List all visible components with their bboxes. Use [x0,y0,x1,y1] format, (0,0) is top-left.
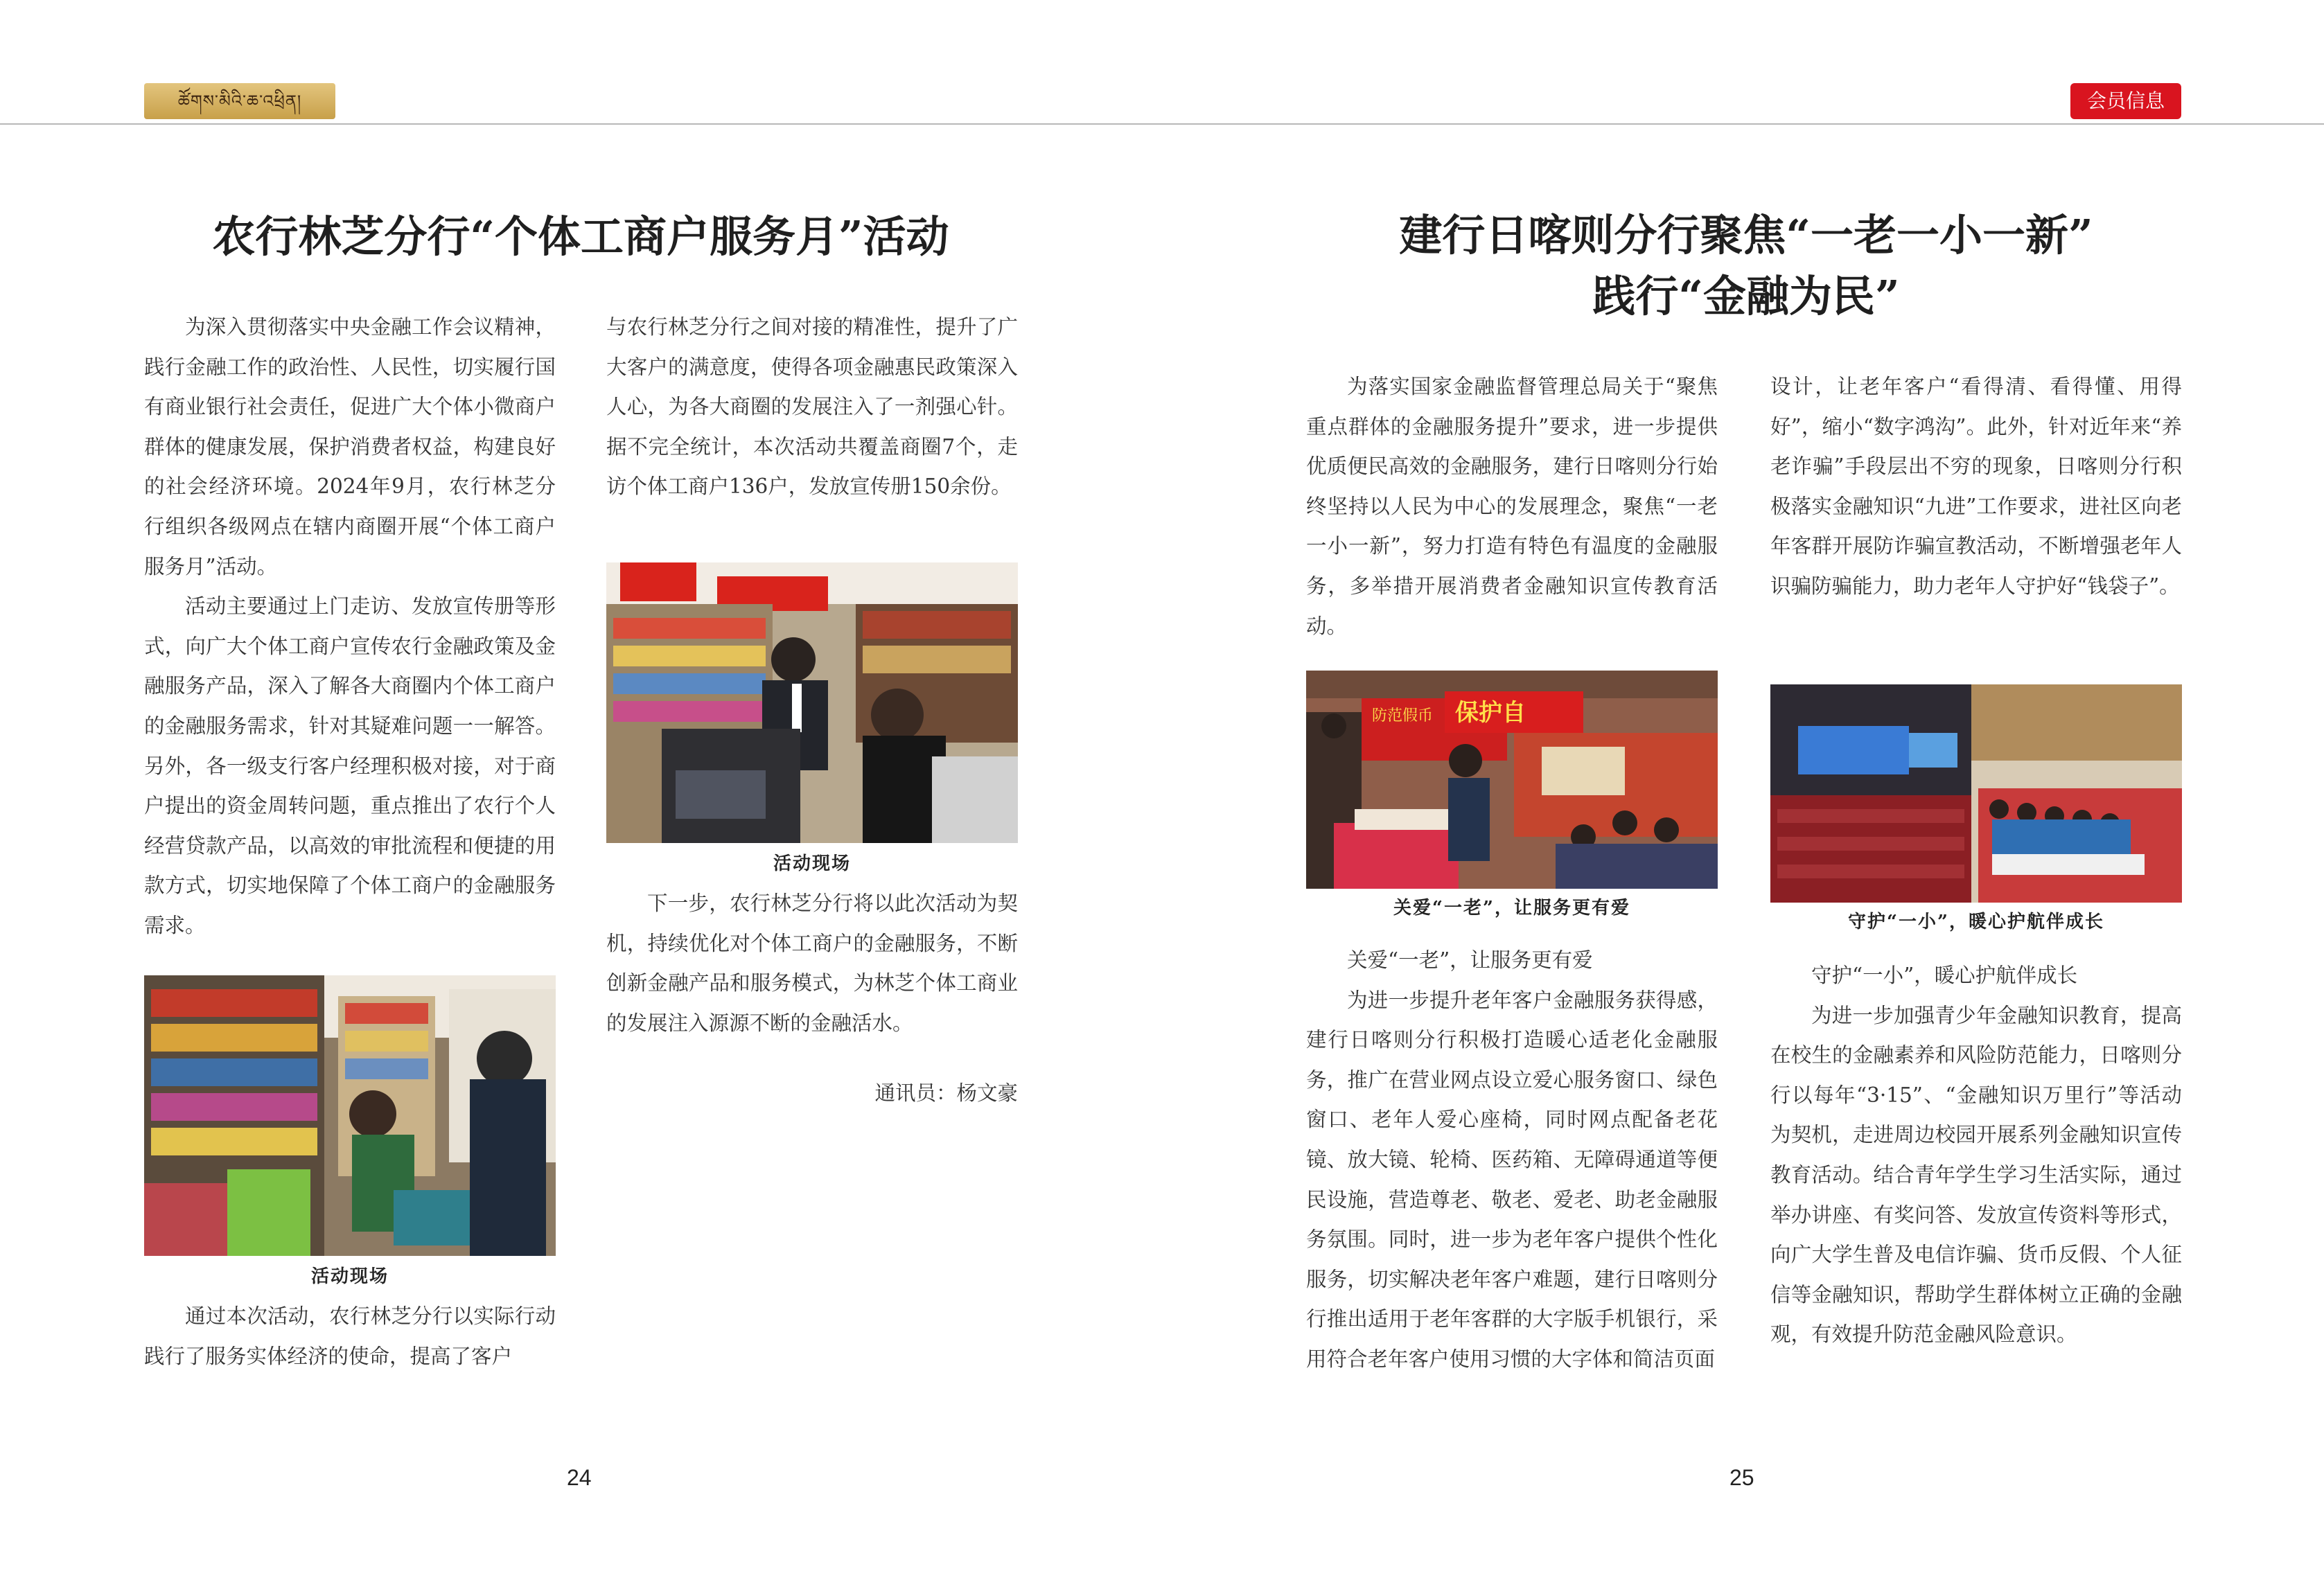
page-number-left: 24 [567,1465,592,1490]
spacer [606,1043,1018,1074]
left-col2-paragraph-1: 与农行林芝分行之间对接的精准性，提升了广大客户的满意度，使得各项金融惠民政策深入人心，为各大商圈的发展注入了一剂强心针。据不完全统计，本次活动共覆盖商圈7个，走访个体工商户136户，发放宣传册150余份。 [606,315,1018,499]
page-number-right: 25 [1729,1465,1754,1490]
right-photo-elderly-service [1306,671,1718,889]
right-col1-paragraph-1: 为落实国家金融监督管理总局关于“聚焦重点群体的金融服务提升”要求，进一步提供优质便民高效的金融服务，建行日喀则分行始终坚持以人民为中心的发展理念，聚焦“一老一小一新”，努力打造有特色有温度的金融服务，多举措开展消费者金融知识宣传教育活动。 [1306,375,1718,638]
left-article-column-1 [144,308,556,946]
right-photo-school-lecture [1770,684,2182,903]
right-col1-paragraph-2: 为进一步提升老年客户金融服务获得感，建行日喀则分行积极打造暖心适老化金融服务，推广在营业网点设立爱心服务窗口、绿色窗口、老年人爱心座椅，同时网点配备老花镜、放大镜、轮椅、医药箱、无障碍通道等便民设施，营造尊老、敬老、爱老、助老金融服务氛围。同时，进一步为老年客户提供个性化服务，切实解决老年客户难题，建行日喀则分行推出适用于老年客群的大字版手机银行，采用符合老年客户使用习惯的大字体和简洁页面 [1306,988,1718,1371]
right-article-title-line-1: 建行日喀则分行聚焦“一老一小一新” [1399,210,2093,260]
right-col2-continuation [1770,956,2182,1355]
left-col2-continuation [606,884,1018,1114]
left-photo-1-caption: 活动现场 [310,1266,389,1287]
banner-text-2: 保护自 [1455,699,1526,727]
left-article-title: 农行林芝分行“个体工商户服务月”活动 [212,211,949,262]
right-col2-subhead: 守护“一小”，暖心护航伴成长 [1811,964,2078,987]
right-col1-continuation [1306,941,1718,1380]
left-col1-paragraph-2: 活动主要通过上门走访、发放宣传册等形式，向广大个体工商户宣传农行金融政策及金融服务产品，深入了解各大商圈内个体工商户的金融服务需求，针对其疑难问题一一解答。另外，各一级支行客户经理积极对接，对于商户提出的资金周转问题，重点推出了农行个人经营贷款产品，以高效的审批流程和便捷的用款方式，切实地保障了个体工商户的金融服务需求。 [144,594,556,937]
left-photo-2-caption: 活动现场 [773,853,851,874]
magazine-tibetan-title-tab: ཚོགས་མིའི་ཆ་འཕྲིན། [144,83,335,119]
right-article-column-1 [1306,367,1718,646]
right-col2-paragraph-1: 设计，让老年客户“看得清、看得懂、用得好”，缩小“数字鸿沟”。此外，针对近年来“养老诈骗”手段层出不穷的现象，日喀则分行积极落实金融知识“九进”工作要求，进社区向老年客群开展防诈骗宣教活动，不断增强老年人识骗防骗能力，助力老年人守护好“钱袋子”。 [1770,375,2182,598]
section-tab-member-info: 会员信息 [2070,83,2181,119]
banner-text-1: 防范假币 [1372,707,1434,725]
right-article-column-2 [1770,367,2182,607]
left-photo-store-tablet [144,975,556,1256]
left-photo-store-counter [606,562,1018,843]
left-article-column-2 [606,308,1018,507]
right-article-title-line-2: 践行“金融为民” [1592,271,1900,321]
right-col2-paragraph-2: 为进一步加强青少年金融知识教育，提高在校生的金融素养和风险防范能力，日喀则分行以每年“3·15”、“金融知识万里行”等活动为契机，走进周边校园开展系列金融知识宣传教育活动。结合青年学生学习生活实际，通过举办讲座、有奖问答、发放宣传资料等形式，向广大学生普及电信诈骗、货币反假、个人征信等金融知识，帮助学生群体树立正确的金融观，有效提升防范金融风险意识。 [1770,1003,2182,1347]
right-photo-2-caption: 守护“一小”，暖心护航伴成长 [1848,912,2104,932]
left-col1-continuation [144,1297,556,1376]
left-col1-paragraph-3: 通过本次活动，农行林芝分行以实际行动践行了服务实体经济的使命，提高了客户 [144,1304,556,1368]
left-article-byline: 通讯员：杨文豪 [874,1081,1018,1106]
right-photo-1-caption: 关爱“一老”，让服务更有爱 [1393,898,1630,919]
right-col1-subhead: 关爱“一老”，让服务更有爱 [1347,948,1593,972]
left-col1-paragraph-1: 为深入贯彻落实中央金融工作会议精神，践行金融工作的政治性、人民性，切实履行国有商业银行社会责任，促进广大个体小微商户群体的健康发展，保护消费者权益，构建良好的社会经济环境。2024年9月，农行林芝分行组织各级网点在辖内商圈开展“个体工商户服务月”活动。 [144,315,556,578]
left-col2-paragraph-2: 下一步，农行林芝分行将以此次活动为契机，持续优化对个体工商户的金融服务，不断创新金融产品和服务模式，为林芝个体工商业的发展注入源源不断的金融活水。 [606,892,1018,1035]
header-divider [0,123,2324,125]
